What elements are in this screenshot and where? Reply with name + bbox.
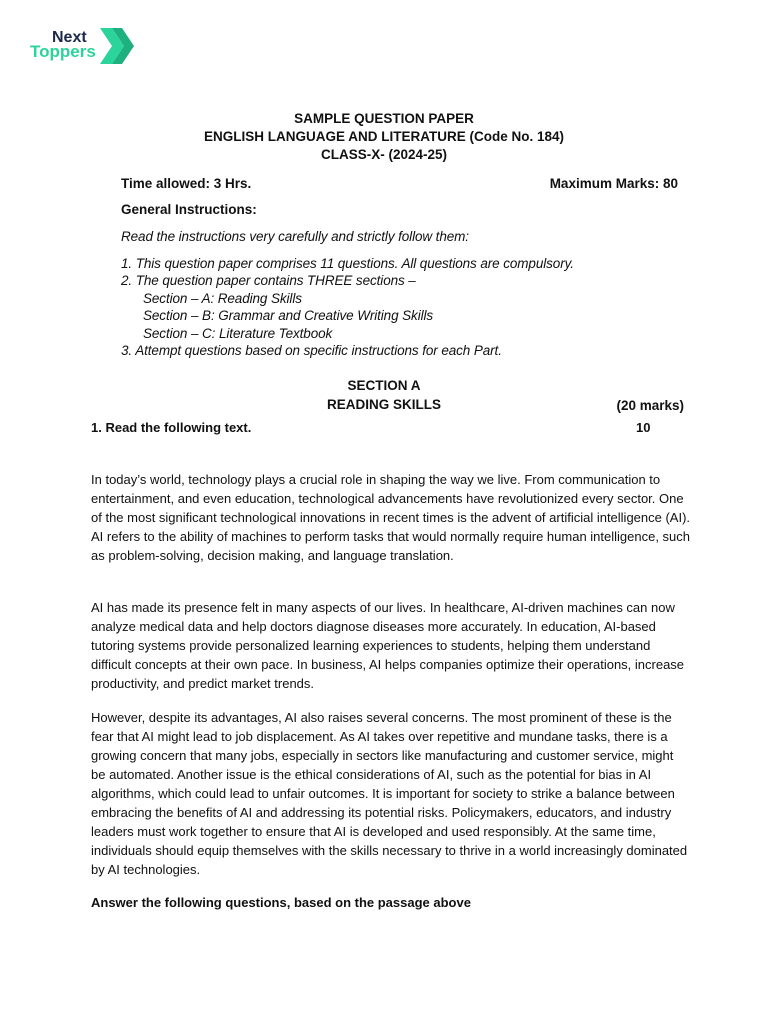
logo-text-next: Next	[52, 29, 87, 46]
section-a-marks: (20 marks)	[616, 398, 684, 413]
time-allowed: Time allowed: 3 Hrs.	[121, 176, 252, 191]
question-1-label: 1. Read the following text.	[91, 420, 252, 435]
instruction-item-1: 1. This question paper comprises 11 questions. All questions are compulsory.	[121, 256, 574, 271]
section-list-item: Section – C: Literature Textbook	[143, 326, 333, 341]
section-list-item: Section – B: Grammar and Creative Writing Skills	[143, 308, 434, 323]
passage-paragraph: AI has made its presence felt in many aspects of our lives. In healthcare, AI-driven machines can now analyze medical data and help doctors diagnose diseases more accurately. In education, AI-based tutoring systems provide personalized learning experiences to students, helping them understand difficult concepts at their own pace. In business, AI helps companies optimize their operations, increase productivity, and predict market trends.	[91, 600, 685, 691]
next-toppers-logo	[30, 26, 140, 70]
passage-paragraph: However, despite its advantages, AI also raises several concerns. The most prominent of these is the fear that AI might lead to job displacement. As AI takes over repetitive and mundane tasks, there is a growing concern that many jobs, especially in sectors like manufacturing and customer service, might be automated. Another issue is the ethical considerations of AI, such as the potential for bias in AI algorithms, which could lead to unfair outcomes. It is important for society to strike a balance between embracing the benefits of AI and addressing its potential risks. Policymakers, educators, and industry leaders must work together to ensure that AI is developed and used responsibly. At the same time, individuals should equip themselves with the skills necessary to thrive in a world increasingly dominated by AI technologies.	[91, 710, 688, 877]
paper-title: SAMPLE QUESTION PAPER	[294, 111, 474, 126]
section-a-title: SECTION A	[347, 378, 421, 393]
logo-text-toppers: Toppers	[30, 42, 96, 61]
instruction-item-3: 3. Attempt questions based on specific instructions for each Part.	[121, 343, 502, 358]
double-chevron-icon	[98, 26, 136, 66]
maximum-marks: Maximum Marks: 80	[549, 176, 678, 191]
general-instructions-heading: General Instructions:	[121, 202, 257, 217]
answer-prompt: Answer the following questions, based on the passage above	[91, 895, 471, 910]
section-a-subtitle: READING SKILLS	[326, 397, 441, 412]
instructions-intro: Read the instructions very carefully and strictly follow them:	[121, 229, 469, 244]
instruction-item-2: 2. The question paper contains THREE sections –	[121, 273, 416, 288]
paper-subject: ENGLISH LANGUAGE AND LITERATURE (Code No. 184)	[203, 129, 564, 144]
question-1-marks: 10	[636, 420, 651, 435]
passage-paragraph: In today’s world, technology plays a crucial role in shaping the way we live. From communication to entertainment, and even education, technological advancements have revolutionized every sector. One of the most significant technological innovations in recent times is the advent of artificial intelligence (AI). AI refers to the ability of machines to perform tasks that would normally require human intelligence, such as problem-solving, decision making, and language translation.	[91, 472, 691, 563]
paper-class: CLASS-X- (2024-25)	[320, 147, 448, 162]
section-list-item: Section – A: Reading Skills	[143, 291, 302, 306]
